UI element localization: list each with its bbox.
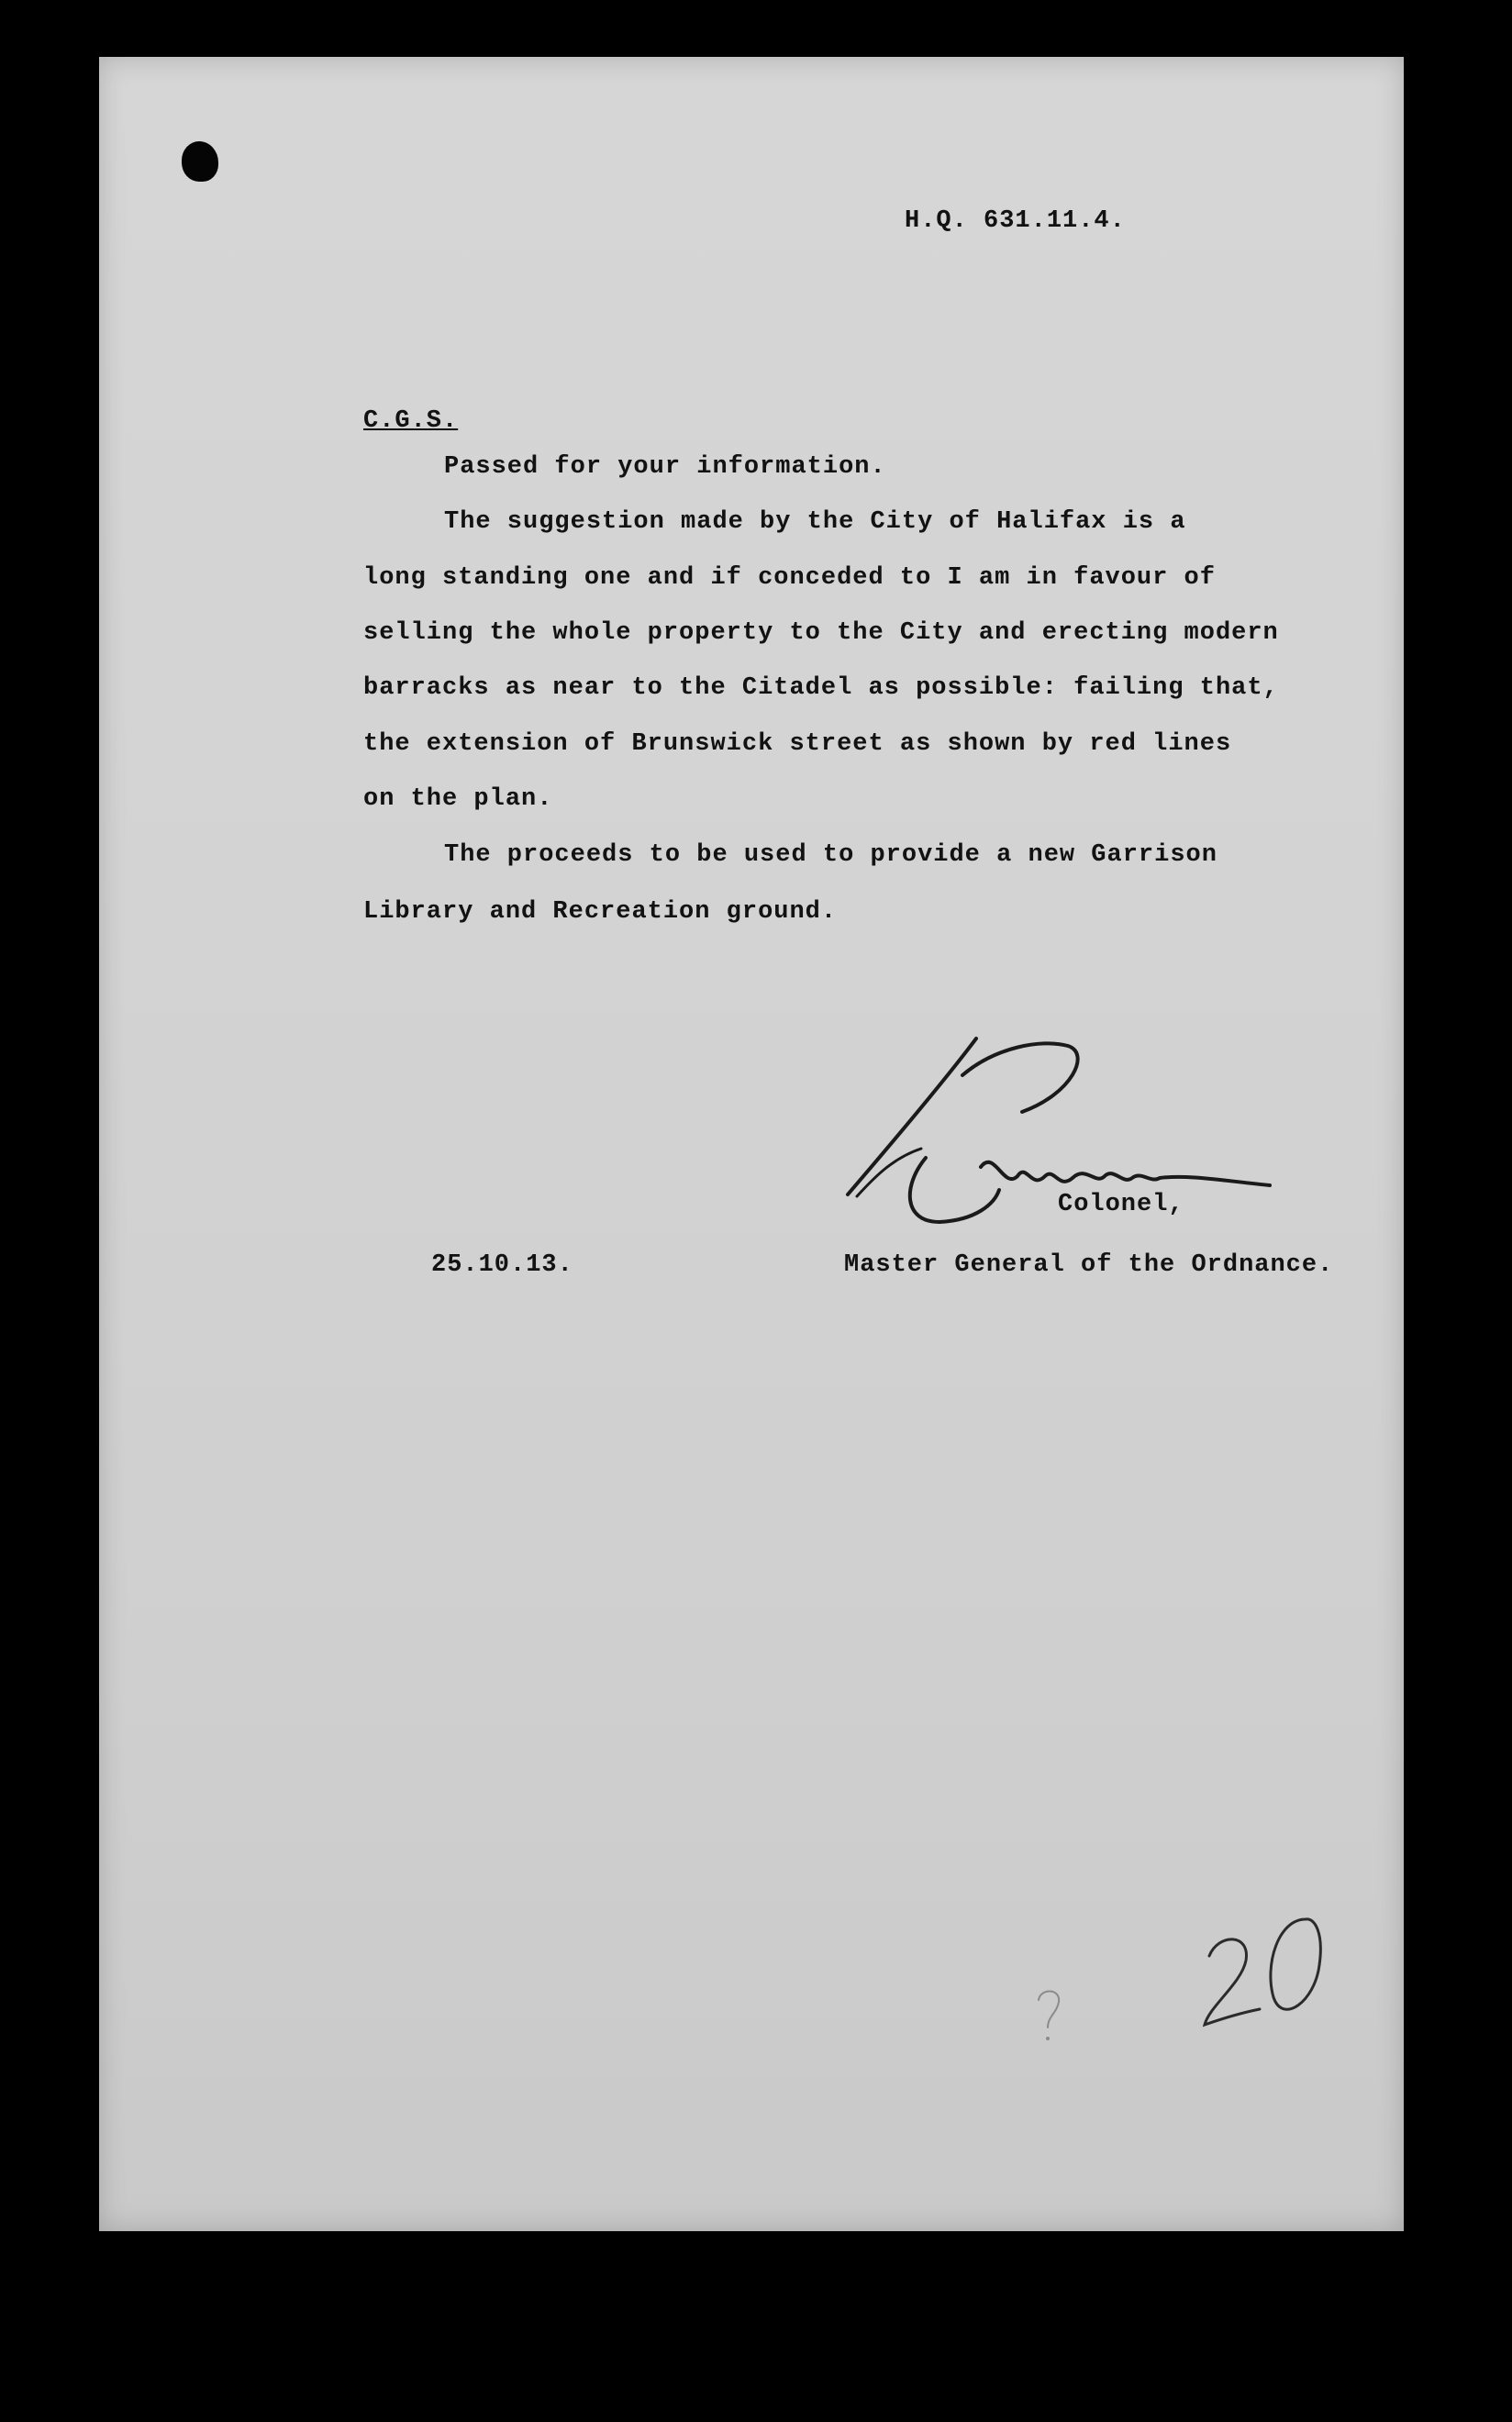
body-line: The suggestion made by the City of Halifax is a [444, 508, 1186, 536]
body-line: the extension of Brunswick street as shown by red lines [363, 730, 1232, 758]
handwritten-page-number [1191, 1901, 1338, 2039]
addressee: C.G.S. [363, 407, 459, 435]
file-reference: H.Q. 631.11.4. [905, 207, 1126, 235]
document-paper [99, 57, 1404, 2231]
body-line: The proceeds to be used to provide a new Garrison [444, 841, 1217, 869]
body-line: barracks as near to the Citadel as possible: failing that, [363, 674, 1279, 702]
signatory-title: Master General of the Ordnance. [844, 1251, 1334, 1279]
body-line: long standing one and if conceded to I am in favour of [363, 564, 1216, 592]
punch-hole [182, 141, 218, 182]
body-line: Passed for your information. [444, 453, 886, 481]
memo-date: 25.10.13. [431, 1251, 573, 1279]
body-line: on the plan. [363, 785, 553, 813]
body-line: selling the whole property to the City and erecting modern [363, 619, 1279, 647]
signatory-rank: Colonel, [1058, 1191, 1184, 1218]
faint-pencil-mark [1031, 1983, 1068, 2048]
body-line: Library and Recreation ground. [363, 898, 838, 926]
